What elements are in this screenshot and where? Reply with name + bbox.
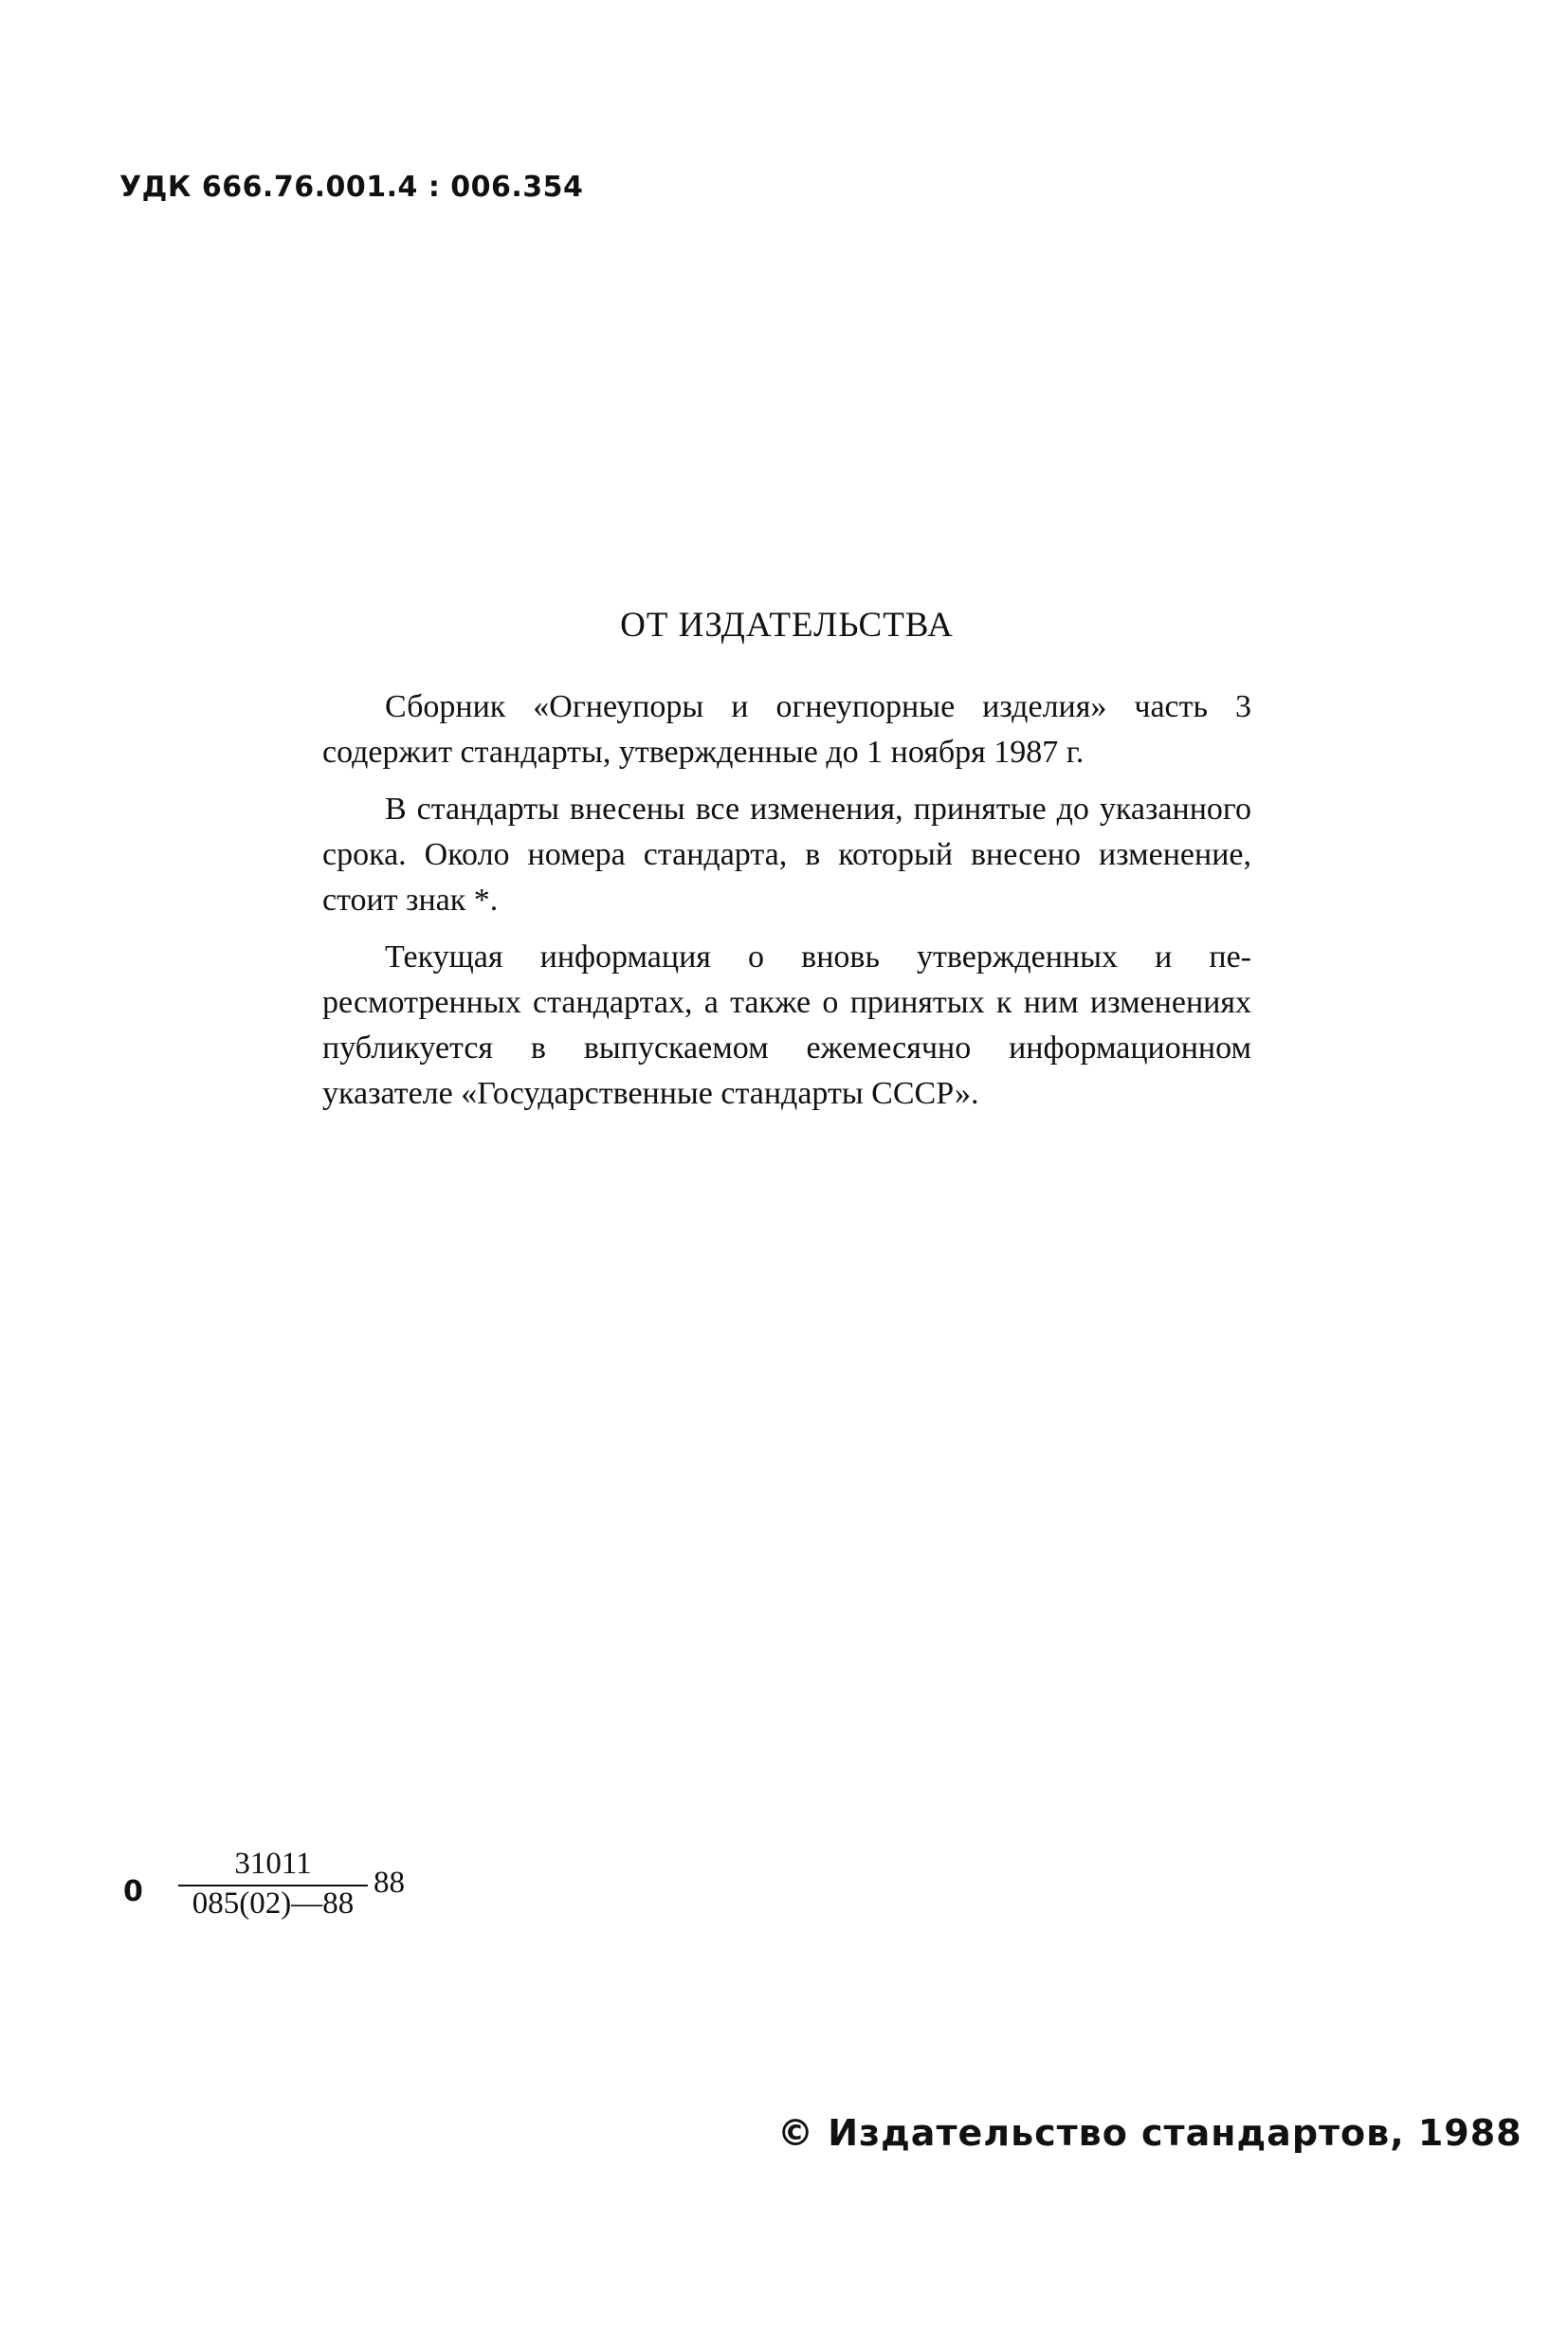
publication-code-suffix: 88 <box>374 1866 405 1900</box>
copyright-notice: © Издательство стандартов, 1988 <box>777 2112 1522 2154</box>
udk-code: УДК 666.76.001.4 : 006.354 <box>119 171 584 204</box>
publication-code-prefix: 0 <box>123 1875 143 1908</box>
publisher-note <box>322 684 1251 1128</box>
publication-code-denominator: 085(02)—88 <box>191 1886 355 1921</box>
page-heading: ОТ ИЗДАТЕЛЬСТВА <box>620 606 954 645</box>
paragraph-changes-info: В стандарты внесены все изменения, принятые до указанного срока. Около номера стандарта, в который внесено изменение, стоит знак *. <box>322 792 1251 918</box>
publication-code <box>123 1847 502 1932</box>
publication-code-numerator: 31011 <box>234 1847 312 1881</box>
paragraph-current-info: Текущая информация о вновь утвержденных и пересмотренных стандартах, а также о принятых к ним изменениях публикуется в выпускаемом ежемесячно информационном указателе «Государственные стандарты СССР». <box>322 939 1251 1111</box>
paragraph-collection-info: Сборник «Огнеупоры и огнеупорные изделия» часть 3 содержит стандарты, утвержденные до 1 ноября 1987 г. <box>322 689 1251 770</box>
